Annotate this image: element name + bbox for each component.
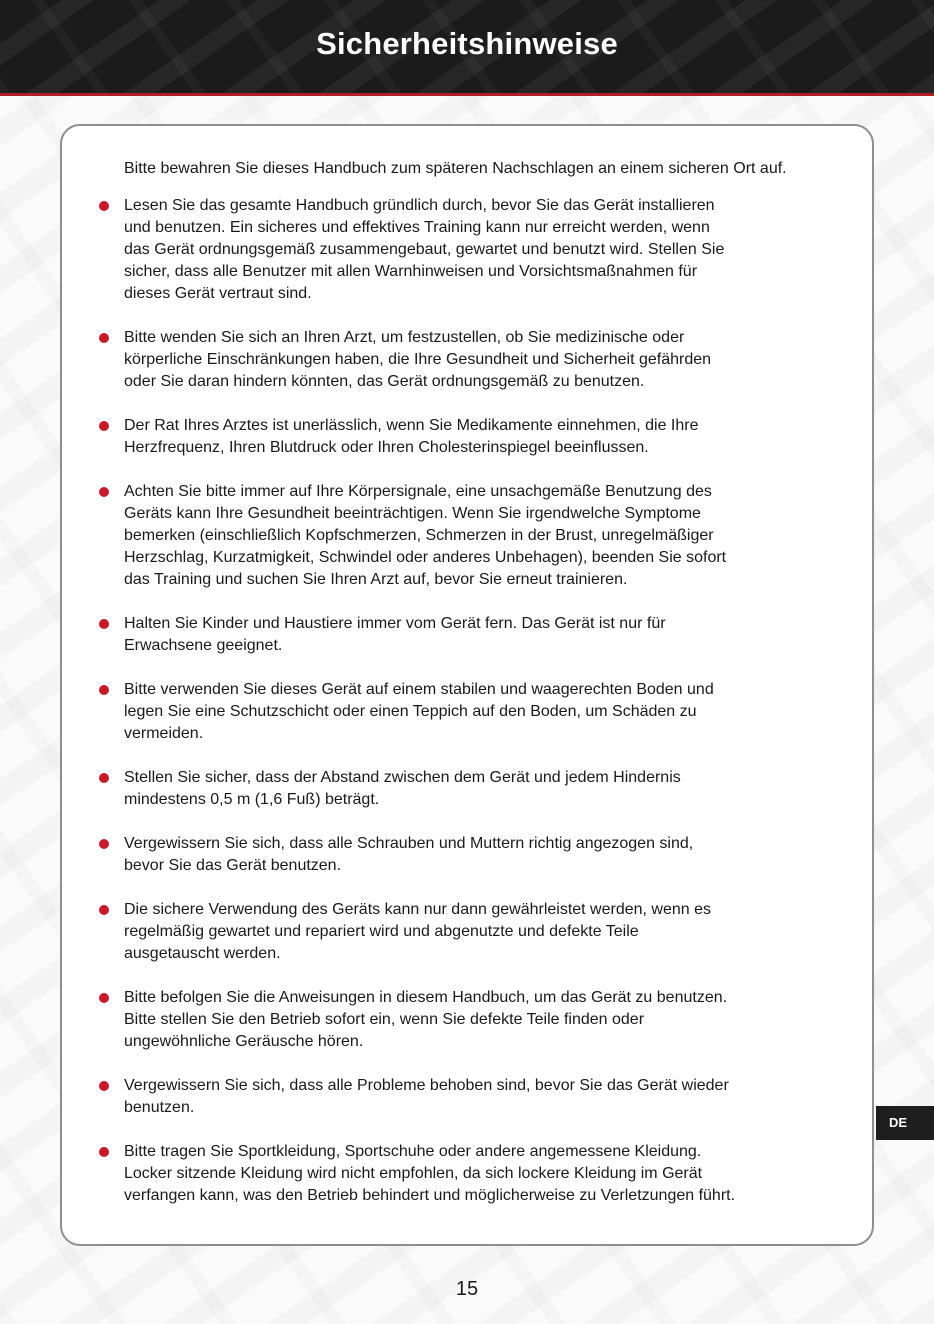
- bullet-text: [124, 481, 838, 591]
- bullet-line: regelmäßig gewartet und repariert wird und abgenutzte und defekte Teile: [124, 923, 639, 940]
- bullet-dot-icon: [99, 619, 109, 629]
- bullet-line: Achten Sie bitte immer auf Ihre Körpersignale, eine unsachgemäße Benutzung des: [124, 483, 712, 500]
- bullet-line: Der Rat Ihres Arztes ist unerlässlich, wenn Sie Medikamente einnehmen, die Ihre: [124, 417, 699, 434]
- bullet-line: ausgetauscht werden.: [124, 945, 281, 962]
- list-item: [98, 327, 838, 393]
- bullet-line: Bitte verwenden Sie dieses Gerät auf einem stabilen und waagerechten Boden und: [124, 681, 714, 698]
- bullet-line: legen Sie eine Schutzschicht oder einen Teppich auf den Boden, um Schäden zu: [124, 703, 697, 720]
- bullet-line: vermeiden.: [124, 725, 204, 742]
- bullet-line: benutzen.: [124, 1099, 195, 1116]
- bullet-text: [124, 833, 838, 877]
- bullet-line: ungewöhnliche Geräusche hören.: [124, 1033, 364, 1050]
- bullet-dot-icon: [99, 993, 109, 1003]
- bullet-dot-icon: [99, 1147, 109, 1157]
- bullet-line: Erwachsene geeignet.: [124, 637, 283, 654]
- bullet-dot-icon: [99, 421, 109, 431]
- list-item: [98, 767, 838, 811]
- bullet-line: oder Sie daran hindern könnten, das Gerät ordnungsgemäß zu benutzen.: [124, 373, 645, 390]
- bullet-line: das Training und suchen Sie Ihren Arzt auf, bevor Sie erneut trainieren.: [124, 571, 628, 588]
- list-item: [98, 987, 838, 1053]
- bullet-line: Vergewissern Sie sich, dass alle Schrauben und Muttern richtig angezogen sind,: [124, 835, 694, 852]
- bullet-dot-icon: [99, 773, 109, 783]
- bullet-dot-icon: [99, 839, 109, 849]
- bullet-dot-icon: [99, 685, 109, 695]
- list-item: [98, 899, 838, 965]
- bullet-line: und benutzen. Ein sicheres und effektives Training kann nur erreicht werden, wenn: [124, 219, 710, 236]
- bullet-line: Halten Sie Kinder und Haustiere immer vom Gerät fern. Das Gerät ist nur für: [124, 615, 666, 632]
- bullet-text: [124, 899, 838, 965]
- bullet-line: dieses Gerät vertraut sind.: [124, 285, 312, 302]
- list-item: [98, 481, 838, 591]
- bullet-line: Die sichere Verwendung des Geräts kann nur dann gewährleistet werden, wenn es: [124, 901, 712, 918]
- bullet-line: bemerken (einschließlich Kopfschmerzen, Schmerzen in der Brust, unregelmäßiger: [124, 527, 714, 544]
- bullet-text: [124, 195, 838, 305]
- bullet-line: Geräts kann Ihre Gesundheit beeinträchtigen. Wenn Sie irgendwelche Symptome: [124, 505, 701, 522]
- bullet-line: Stellen Sie sicher, dass der Abstand zwischen dem Gerät und jedem Hindernis: [124, 769, 681, 786]
- bullet-line: verfangen kann, was den Betrieb behindert und möglicherweise zu Verletzungen führt.: [124, 1187, 736, 1204]
- bullet-dot-icon: [99, 1081, 109, 1091]
- header-divider: [0, 93, 934, 96]
- bullet-text: [124, 679, 838, 745]
- list-item: [98, 613, 838, 657]
- list-item: [98, 415, 838, 459]
- bullet-line: körperliche Einschränkungen haben, die Ihre Gesundheit und Sicherheit gefährden: [124, 351, 712, 368]
- list-item: [98, 833, 838, 877]
- page-title: Sicherheitshinweise: [316, 26, 618, 61]
- bullet-line: Bitte befolgen Sie die Anweisungen in diesem Handbuch, um das Gerät zu benutzen.: [124, 989, 728, 1006]
- bullet-line: das Gerät ordnungsgemäß zusammengebaut, gewartet und benutzt wird. Stellen Sie: [124, 241, 725, 258]
- language-tab: DE: [876, 1106, 934, 1140]
- bullet-line: sicher, dass alle Benutzer mit allen Warnhinweisen und Vorsichtsmaßnahmen für: [124, 263, 698, 280]
- bullet-text: [124, 327, 838, 393]
- bullet-line: Bitte tragen Sie Sportkleidung, Sportschuhe oder andere angemessene Kleidung.: [124, 1143, 702, 1160]
- list-item: [98, 195, 838, 305]
- list-item: [98, 1141, 838, 1207]
- bullet-text: [124, 767, 838, 811]
- bullet-dot-icon: [99, 905, 109, 915]
- intro-text: Bitte bewahren Sie dieses Handbuch zum späteren Nachschlagen an einem sicheren Ort auf.: [124, 160, 787, 177]
- bullet-line: mindestens 0,5 m (1,6 Fuß) beträgt.: [124, 791, 380, 808]
- bullet-text: [124, 987, 838, 1053]
- bullet-text: [124, 1075, 838, 1119]
- bullet-text: [124, 613, 838, 657]
- safety-instructions-list: [98, 195, 838, 1207]
- bullet-line: Lesen Sie das gesamte Handbuch gründlich durch, bevor Sie das Gerät installieren: [124, 197, 715, 214]
- bullet-text: [124, 415, 838, 459]
- page-number: 15: [455, 1278, 479, 1300]
- bullet-dot-icon: [99, 487, 109, 497]
- bullet-line: Vergewissern Sie sich, dass alle Probleme behoben sind, bevor Sie das Gerät wieder: [124, 1077, 729, 1094]
- bullet-text: [124, 1141, 838, 1207]
- bullet-line: bevor Sie das Gerät benutzen.: [124, 857, 342, 874]
- list-item: [98, 1075, 838, 1119]
- bullet-line: Bitte wenden Sie sich an Ihren Arzt, um festzustellen, ob Sie medizinische oder: [124, 329, 685, 346]
- bullet-line: Herzfrequenz, Ihren Blutdruck oder Ihren Cholesterinspiegel beeinflussen.: [124, 439, 649, 456]
- bullet-dot-icon: [99, 201, 109, 211]
- bullet-line: Locker sitzende Kleidung wird nicht empfohlen, da sich lockere Kleidung im Gerät: [124, 1165, 703, 1182]
- bullet-line: Bitte stellen Sie den Betrieb sofort ein, wenn Sie defekte Teile finden oder: [124, 1011, 645, 1028]
- bullet-dot-icon: [99, 333, 109, 343]
- bullet-line: Herzschlag, Kurzatmigkeit, Schwindel oder anderes Unbehagen), beenden Sie sofort: [124, 549, 727, 566]
- list-item: [98, 679, 838, 745]
